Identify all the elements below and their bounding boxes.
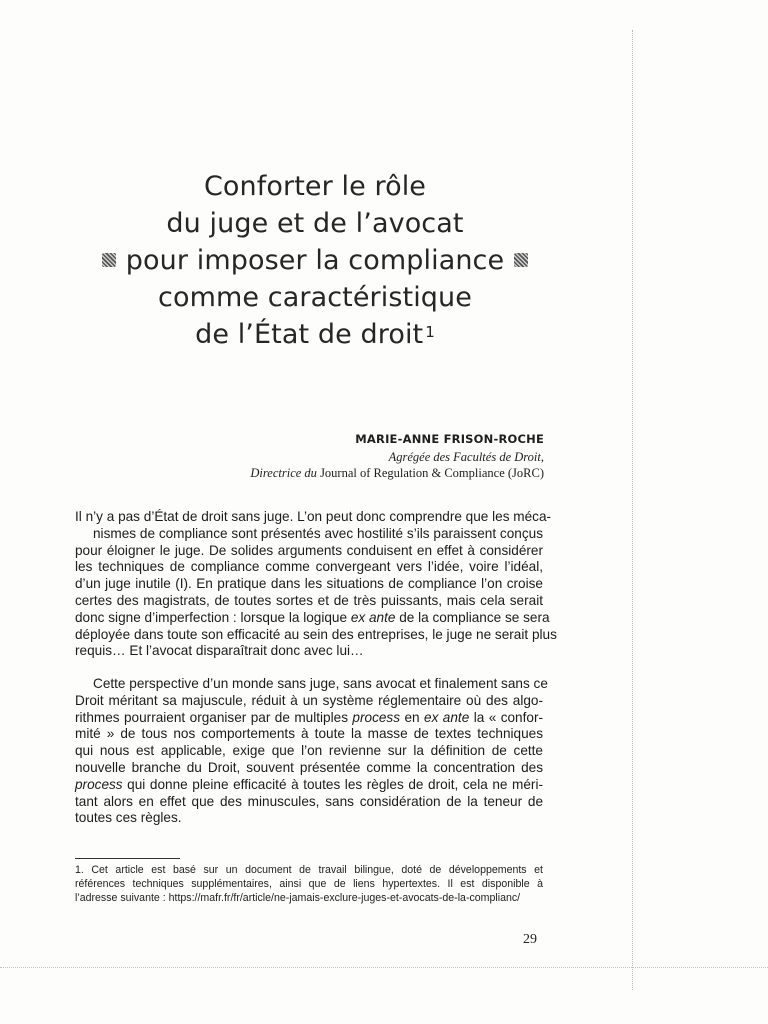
p1-line-8: déployée dans toute son efficacité au sein des entreprises, le juge ne serait plus xyxy=(75,626,557,642)
title-footnote-ref[interactable]: 1 xyxy=(425,323,435,341)
paragraph-1 xyxy=(75,509,557,660)
p1-line-7-italic: ex ante xyxy=(350,609,396,625)
p1-line-2: nismes de compliance sont présentés avec hostilité s’ils paraissent conçus xyxy=(93,525,543,541)
article-title xyxy=(55,168,575,353)
p2-line-9: toutes ces règles. xyxy=(75,810,182,826)
p2-line-7-italic: process xyxy=(75,776,123,792)
p1-line-5: d’un juge inutile (I). En pratique dans les situations de compliance l’on croise xyxy=(75,576,543,592)
p2-line-3-italic-b: ex ante xyxy=(424,709,470,725)
author-affiliation-1: Agrégée des Facultés de Droit, xyxy=(388,450,544,464)
p1-line-7b: de la compliance se sera xyxy=(395,609,550,625)
p2-line-7b: qui donne pleine efficacité à toutes les règles de droit, cela ne méri- xyxy=(122,776,543,792)
p2-line-3b: en xyxy=(400,709,425,725)
p1-line-4: les techniques de compliance comme convergeant vers l’idée, voire l’idéal, xyxy=(75,559,543,575)
p2-line-6: nouvelle branche du Droit, souvent présentée comme la concentration des xyxy=(75,759,543,775)
title-line-3-text: pour imposer la compliance xyxy=(125,245,505,276)
p2-line-3-italic-a: process xyxy=(352,709,401,725)
page-edge-right xyxy=(632,30,633,990)
footnote-line-1: 1. Cet article est basé sur un document de travail bilingue, doté de développements et xyxy=(75,864,543,876)
title-line-1: Conforter le rôle xyxy=(203,171,427,202)
p1-line-3: pour éloigner le juge. De solides arguments conduisent en effet à considérer xyxy=(75,542,543,558)
p2-line-1: Cette perspective d’un monde sans juge, sans avocat et finalement sans ce xyxy=(93,676,548,691)
footnote xyxy=(75,863,543,905)
title-line-5 xyxy=(55,316,575,353)
margin-marker-icon xyxy=(514,253,528,267)
p2-line-5: qui nous est applicable, exige que l’on revienne sur la définition de cette xyxy=(75,743,543,759)
p2-line-3c: la « confor- xyxy=(469,709,543,725)
title-line-3 xyxy=(55,242,575,279)
page-edge-bottom xyxy=(0,967,768,968)
p1-line-7a: donc signe d’imperfection : lorsque la logique xyxy=(75,609,351,625)
paragraph-2 xyxy=(75,676,548,827)
p2-line-4: mité » de tous nos comportements à toute la masse de textes techniques xyxy=(75,726,543,742)
p1-line-1: Il n’y a pas d’État de droit sans juge. L’on peut donc comprendre que les méca- xyxy=(75,509,552,524)
title-line-4: comme caractéristique xyxy=(158,282,472,313)
p2-line-2: Droit méritant sa majuscule, réduit à un système réglementaire où des algo- xyxy=(75,692,543,708)
title-line-2: du juge et de l’avocat xyxy=(166,208,464,239)
author-affiliation-2 xyxy=(250,466,544,481)
p1-line-9: requis… Et l’avocat disparaîtrait donc avec lui… xyxy=(75,643,364,659)
page-number: 29 xyxy=(523,932,537,947)
p2-line-3a: rithmes pourraient organiser par de multiples xyxy=(75,709,353,725)
p2-line-8: tant alors en effet que des minuscules, sans considération de la teneur de xyxy=(75,793,543,809)
author-name: MARIE-ANNE FRISON-ROCHE xyxy=(355,432,544,446)
affiliation-role: Directrice du xyxy=(250,466,317,480)
title-line-5-text: de l’État de droit xyxy=(195,319,424,350)
p1-line-7 xyxy=(75,609,550,627)
p2-line-3 xyxy=(75,710,543,727)
affiliation-journal: Journal of Regulation & Compliance (JoRC) xyxy=(316,466,544,480)
footnote-rule xyxy=(75,858,180,859)
p2-line-7 xyxy=(75,777,543,794)
footnote-line-2: références techniques supplémentaires, ainsi que de liens hypertextes. Il est disponible à xyxy=(75,878,543,890)
margin-marker-icon xyxy=(102,253,116,267)
footnote-url-line[interactable]: l’adresse suivante : https://mafr.fr/fr/article/ne-jamais-exclure-juges-et-avocats-de-la-complianc/ xyxy=(75,892,521,904)
p1-line-6: certes des magistrats, de toutes sortes et de très puissants, mais cela serait xyxy=(75,592,543,608)
